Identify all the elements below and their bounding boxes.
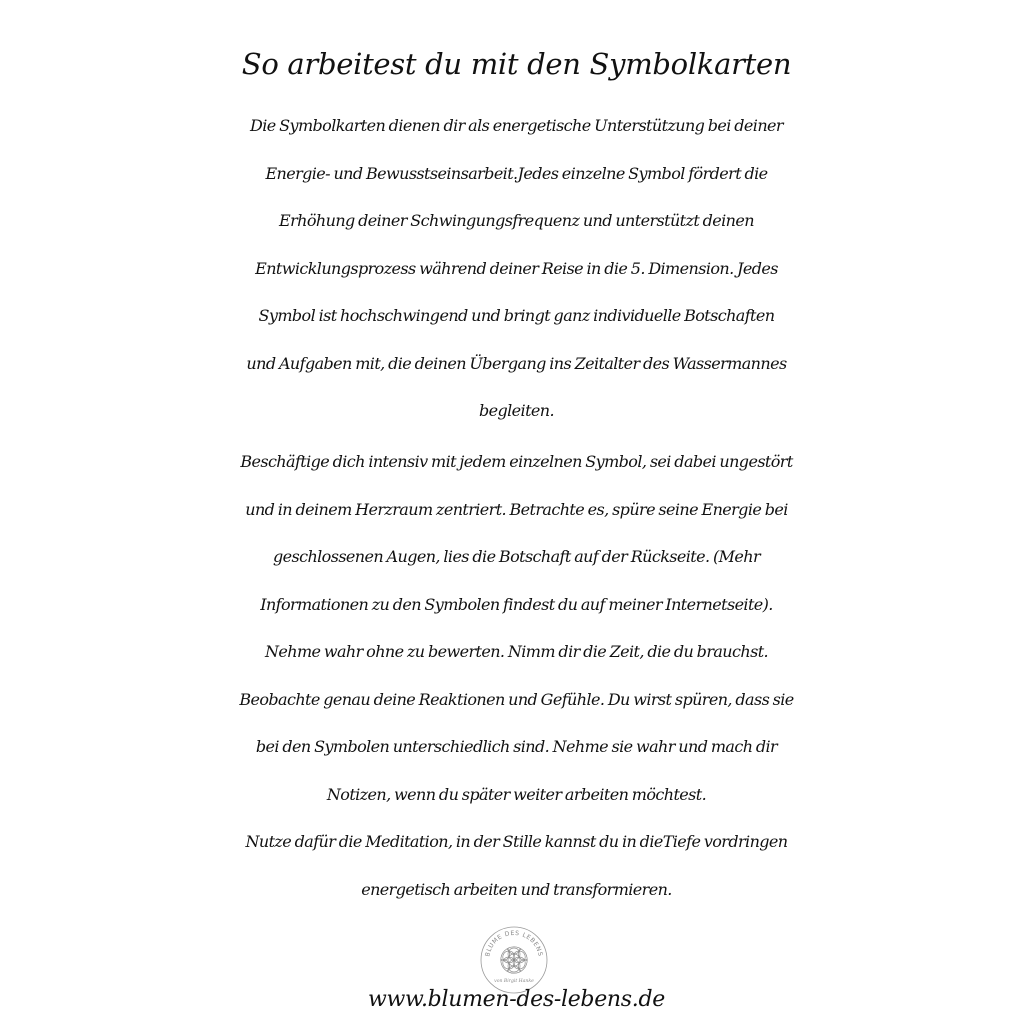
paragraph-instructions [14, 438, 1019, 913]
text-line: Nutze dafür die Meditation, in der Stille kannst du in dieTiefe vordringen [245, 832, 788, 851]
logo-arc-text: BLUME DES LEBENS [484, 929, 544, 958]
text-line: Beobachte genau deine Reaktionen und Gefühle. Du wirst spüren, dass sie [239, 689, 794, 709]
text-line: und in deinem Herzraum zentriert. Betrachte es, spüre seine Energie bei [245, 499, 788, 519]
text-line: energetisch arbeiten und transformieren. [361, 879, 672, 899]
text-line: Entwicklungsprozess während deiner Reise in die 5. Dimension. Jedes [255, 258, 778, 278]
website-url: www.blumen-des-lebens.de [368, 987, 665, 1012]
page-title: So arbeitest du mit den Symbolkarten [241, 47, 792, 81]
text-line: Beschäftige dich intensiv mit jedem einzelnen Symbol, sei dabei ungestört [240, 452, 793, 471]
text-line: Die Symbolkarten dienen dir als energetische Unterstützung bei deiner [250, 116, 783, 135]
text-line: begleiten. [479, 401, 554, 420]
text-line: Nehme wahr ohne zu bewerten. Nimm dir die Zeit, die du brauchst. [264, 642, 769, 661]
text-line: Erhöhung deiner Schwingungsfrequenz und unterstützt deinen [279, 211, 754, 230]
text-line: Informationen zu den Symbolen findest du auf meiner Internetseite). [260, 594, 773, 614]
logo-signature: von Birgit Hanke [494, 979, 534, 984]
text-line: Energie- und Bewusstseinsarbeit.Jedes einzelne Symbol fördert die [265, 163, 768, 183]
text-line: und Aufgaben mit, die deinen Übergang ins Zeitalter des Wassermannes [246, 353, 787, 373]
paragraph-intro [14, 102, 1019, 435]
text-line: Notizen, wenn du später weiter arbeiten möchtest. [326, 784, 707, 804]
text-line: bei den Symbolen unterschiedlich sind. Nehme sie wahr und mach dir [255, 737, 778, 756]
text-line: Symbol ist hochschwingend und bringt ganz individuelle Botschaften [258, 306, 775, 325]
text-line: geschlossenen Augen, lies die Botschaft auf der Rückseite. (Mehr [272, 547, 761, 566]
